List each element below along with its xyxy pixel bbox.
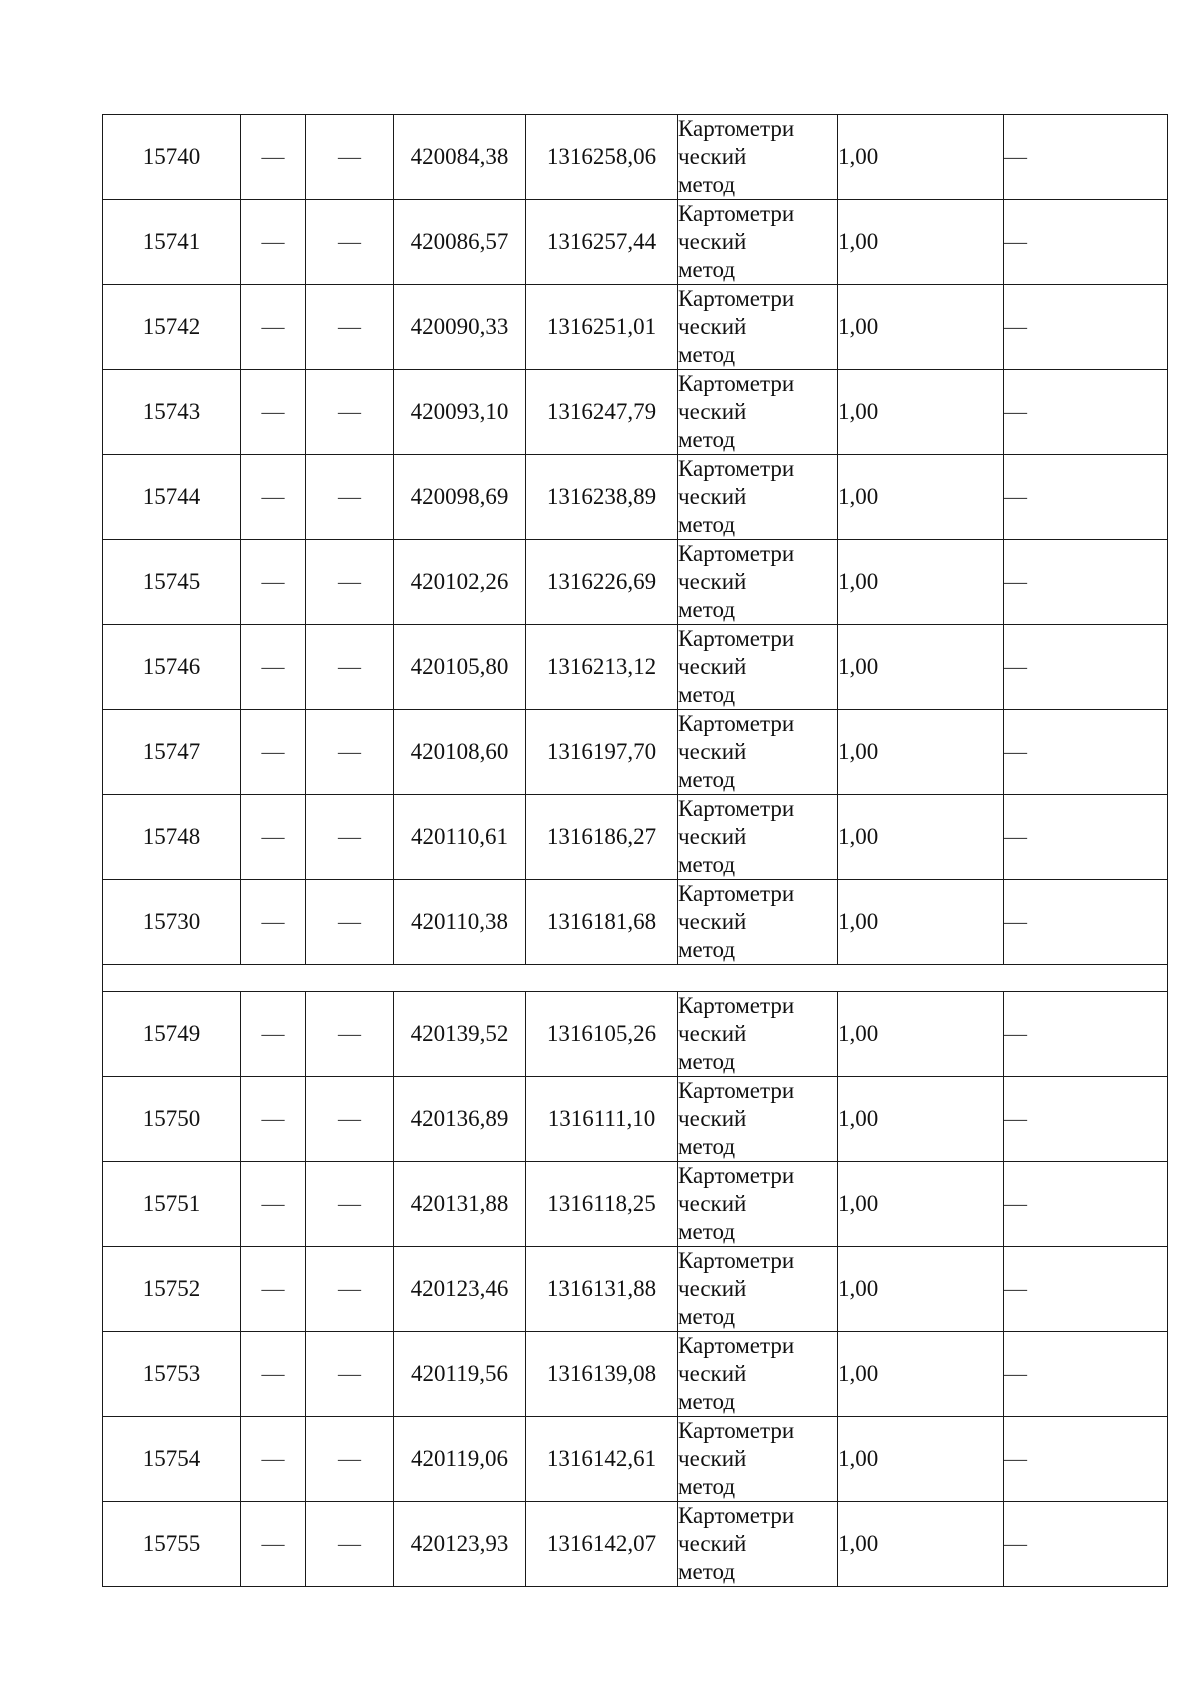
x-coordinate-cell: 420119,56 [394,1332,526,1417]
point-number-cell: 15742 [103,285,241,370]
empty-col-3-cell: — [306,992,394,1077]
empty-col-2-cell: — [241,1247,306,1332]
empty-col-3-cell: — [306,1332,394,1417]
point-number-cell: 15740 [103,115,241,200]
method-line: Картометри [678,1078,795,1103]
method-line: метод [678,1389,736,1414]
y-coordinate-cell: 1316247,79 [526,370,678,455]
x-coordinate-cell: 420090,33 [394,285,526,370]
method-line: ческий [678,144,747,169]
method-line: ческий [678,739,747,764]
empty-col-2-cell: — [241,1332,306,1417]
method-line: метод [678,257,736,282]
x-coordinate-cell: 420093,10 [394,370,526,455]
table-row [103,455,1168,540]
accuracy-cell: 1,00 [838,1077,1004,1162]
method-line: ческий [678,484,747,509]
x-coordinate-cell: 420131,88 [394,1162,526,1247]
accuracy-cell: 1,00 [838,1247,1004,1332]
description-cell: — [1004,540,1168,625]
method-line: Картометри [678,116,795,141]
x-coordinate-cell: 420119,06 [394,1417,526,1502]
method-cell [678,1162,838,1247]
accuracy-cell: 1,00 [838,880,1004,965]
y-coordinate-cell: 1316142,07 [526,1502,678,1587]
point-number-cell: 15754 [103,1417,241,1502]
empty-col-2-cell: — [241,992,306,1077]
empty-col-3-cell: — [306,1162,394,1247]
accuracy-cell: 1,00 [838,795,1004,880]
method-line: ческий [678,1276,747,1301]
method-line: Картометри [678,201,795,226]
description-cell: — [1004,880,1168,965]
y-coordinate-cell: 1316258,06 [526,115,678,200]
point-number-cell: 15751 [103,1162,241,1247]
y-coordinate-cell: 1316213,12 [526,625,678,710]
x-coordinate-cell: 420110,61 [394,795,526,880]
table-row [103,370,1168,455]
method-line: Картометри [678,371,795,396]
y-coordinate-cell: 1316142,61 [526,1417,678,1502]
table-row [103,992,1168,1077]
method-line: ческий [678,1191,747,1216]
empty-col-3-cell: — [306,455,394,540]
x-coordinate-cell: 420110,38 [394,880,526,965]
method-line: Картометри [678,796,795,821]
point-number-cell: 15741 [103,200,241,285]
point-number-cell: 15746 [103,625,241,710]
x-coordinate-cell: 420123,46 [394,1247,526,1332]
table-separator [103,965,1168,992]
empty-col-2-cell: — [241,540,306,625]
point-number-cell: 15730 [103,880,241,965]
y-coordinate-cell: 1316111,10 [526,1077,678,1162]
table-row [103,540,1168,625]
description-cell: — [1004,1247,1168,1332]
method-line: ческий [678,1531,747,1556]
table-row [103,1162,1168,1247]
description-cell: — [1004,795,1168,880]
method-cell [678,992,838,1077]
empty-col-2-cell: — [241,710,306,795]
x-coordinate-cell: 420098,69 [394,455,526,540]
method-line: метод [678,682,736,707]
method-line: метод [678,1559,736,1584]
empty-col-3-cell: — [306,200,394,285]
description-cell: — [1004,1332,1168,1417]
description-cell: — [1004,200,1168,285]
x-coordinate-cell: 420136,89 [394,1077,526,1162]
table-row [103,1077,1168,1162]
empty-col-2-cell: — [241,1162,306,1247]
accuracy-cell: 1,00 [838,455,1004,540]
table-row [103,795,1168,880]
point-number-cell: 15750 [103,1077,241,1162]
y-coordinate-cell: 1316257,44 [526,200,678,285]
point-number-cell: 15747 [103,710,241,795]
table-group-1 [103,115,1168,965]
description-cell: — [1004,1502,1168,1587]
accuracy-cell: 1,00 [838,200,1004,285]
method-line: метод [678,937,736,962]
method-cell [678,1502,838,1587]
method-line: метод [678,852,736,877]
table-row [103,200,1168,285]
method-line: метод [678,1134,736,1159]
table-row [103,710,1168,795]
method-line: ческий [678,654,747,679]
method-line: ческий [678,1106,747,1131]
point-number-cell: 15749 [103,992,241,1077]
method-cell [678,1247,838,1332]
description-cell: — [1004,1162,1168,1247]
point-number-cell: 15745 [103,540,241,625]
point-number-cell: 15752 [103,1247,241,1332]
method-line: метод [678,597,736,622]
method-cell [678,115,838,200]
empty-col-2-cell: — [241,1417,306,1502]
empty-col-2-cell: — [241,370,306,455]
empty-col-3-cell: — [306,285,394,370]
x-coordinate-cell: 420084,38 [394,115,526,200]
empty-col-3-cell: — [306,540,394,625]
method-cell [678,1077,838,1162]
empty-col-2-cell: — [241,1502,306,1587]
method-cell [678,625,838,710]
accuracy-cell: 1,00 [838,1332,1004,1417]
method-line: ческий [678,314,747,339]
x-coordinate-cell: 420086,57 [394,200,526,285]
table-row [103,1502,1168,1587]
accuracy-cell: 1,00 [838,370,1004,455]
y-coordinate-cell: 1316105,26 [526,992,678,1077]
table-row [103,880,1168,965]
method-line: метод [678,1219,736,1244]
point-number-cell: 15744 [103,455,241,540]
method-cell [678,370,838,455]
table-row [103,115,1168,200]
method-line: метод [678,767,736,792]
method-line: метод [678,1304,736,1329]
method-line: Картометри [678,456,795,481]
method-cell [678,455,838,540]
x-coordinate-cell: 420102,26 [394,540,526,625]
description-cell: — [1004,115,1168,200]
empty-col-2-cell: — [241,200,306,285]
description-cell: — [1004,1077,1168,1162]
method-line: метод [678,427,736,452]
method-line: Картометри [678,1163,795,1188]
method-line: Картометри [678,993,795,1018]
table-row [103,1332,1168,1417]
method-line: метод [678,172,736,197]
empty-col-2-cell: — [241,285,306,370]
method-cell [678,200,838,285]
empty-col-3-cell: — [306,1417,394,1502]
method-line: Картометри [678,1503,795,1528]
method-cell [678,710,838,795]
description-cell: — [1004,455,1168,540]
method-line: ческий [678,1021,747,1046]
point-number-cell: 15743 [103,370,241,455]
y-coordinate-cell: 1316181,68 [526,880,678,965]
method-line: ческий [678,1361,747,1386]
table-row [103,285,1168,370]
method-line: метод [678,512,736,537]
empty-col-3-cell: — [306,1247,394,1332]
point-number-cell: 15755 [103,1502,241,1587]
y-coordinate-cell: 1316226,69 [526,540,678,625]
empty-col-3-cell: — [306,625,394,710]
y-coordinate-cell: 1316118,25 [526,1162,678,1247]
method-cell [678,1417,838,1502]
method-line: метод [678,1049,736,1074]
method-line: ческий [678,399,747,424]
empty-col-3-cell: — [306,795,394,880]
separator-cell [103,965,1168,992]
description-cell: — [1004,992,1168,1077]
accuracy-cell: 1,00 [838,625,1004,710]
empty-col-3-cell: — [306,1502,394,1587]
method-cell [678,285,838,370]
accuracy-cell: 1,00 [838,285,1004,370]
method-line: Картометри [678,1418,795,1443]
accuracy-cell: 1,00 [838,710,1004,795]
method-line: Картометри [678,881,795,906]
empty-col-3-cell: — [306,710,394,795]
y-coordinate-cell: 1316131,88 [526,1247,678,1332]
method-line: Картометри [678,286,795,311]
method-line: Картометри [678,1333,795,1358]
y-coordinate-cell: 1316139,08 [526,1332,678,1417]
empty-col-2-cell: — [241,795,306,880]
method-line: метод [678,1474,736,1499]
description-cell: — [1004,710,1168,795]
description-cell: — [1004,1417,1168,1502]
point-number-cell: 15753 [103,1332,241,1417]
description-cell: — [1004,625,1168,710]
empty-col-3-cell: — [306,880,394,965]
method-line: ческий [678,569,747,594]
method-cell [678,540,838,625]
table-row [103,1247,1168,1332]
empty-col-3-cell: — [306,370,394,455]
empty-col-2-cell: — [241,1077,306,1162]
coordinates-table [102,114,1168,1587]
y-coordinate-cell: 1316186,27 [526,795,678,880]
method-line: ческий [678,824,747,849]
empty-col-3-cell: — [306,115,394,200]
x-coordinate-cell: 420139,52 [394,992,526,1077]
method-line: Картометри [678,1248,795,1273]
method-cell [678,1332,838,1417]
x-coordinate-cell: 420105,80 [394,625,526,710]
method-cell [678,880,838,965]
method-cell [678,795,838,880]
x-coordinate-cell: 420123,93 [394,1502,526,1587]
method-line: Картометри [678,711,795,736]
empty-col-2-cell: — [241,455,306,540]
table-row [103,625,1168,710]
table-group-2 [103,992,1168,1587]
method-line: Картометри [678,626,795,651]
empty-col-2-cell: — [241,115,306,200]
accuracy-cell: 1,00 [838,1417,1004,1502]
method-line: метод [678,342,736,367]
accuracy-cell: 1,00 [838,1502,1004,1587]
accuracy-cell: 1,00 [838,115,1004,200]
y-coordinate-cell: 1316238,89 [526,455,678,540]
empty-col-3-cell: — [306,1077,394,1162]
empty-col-2-cell: — [241,880,306,965]
separator-row [103,965,1168,992]
empty-col-2-cell: — [241,625,306,710]
accuracy-cell: 1,00 [838,540,1004,625]
x-coordinate-cell: 420108,60 [394,710,526,795]
y-coordinate-cell: 1316197,70 [526,710,678,795]
method-line: ческий [678,909,747,934]
accuracy-cell: 1,00 [838,992,1004,1077]
method-line: Картометри [678,541,795,566]
method-line: ческий [678,1446,747,1471]
y-coordinate-cell: 1316251,01 [526,285,678,370]
accuracy-cell: 1,00 [838,1162,1004,1247]
description-cell: — [1004,370,1168,455]
table-row [103,1417,1168,1502]
description-cell: — [1004,285,1168,370]
method-line: ческий [678,229,747,254]
point-number-cell: 15748 [103,795,241,880]
